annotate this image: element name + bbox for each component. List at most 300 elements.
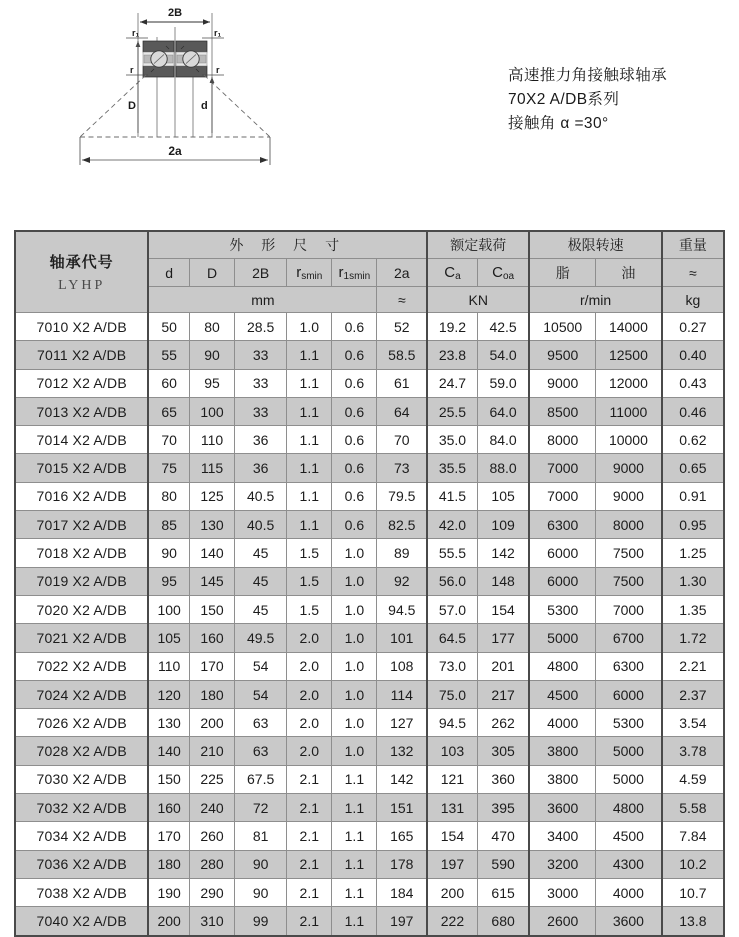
table-cell-r-smin: 2.0	[287, 624, 332, 652]
table-cell-designation: 7016 X2 A/DB	[15, 482, 148, 510]
table-cell-Ca: 200	[427, 878, 477, 906]
table-row	[15, 454, 724, 482]
table-cell-weight: 13.8	[662, 907, 724, 936]
table-cell-D: 290	[189, 878, 234, 906]
header-symbol-r1-smin: $r_{1smin}$	[332, 259, 377, 287]
table-cell-D: 170	[189, 652, 234, 680]
table-cell-designation: 7011 X2 A/DB	[15, 341, 148, 369]
table-cell-d: 180	[148, 850, 189, 878]
table-cell-designation: 7028 X2 A/DB	[15, 737, 148, 765]
table-cell-2a: 108	[377, 652, 427, 680]
header-symbol-weight-approx: ≈	[662, 259, 724, 287]
table-cell-Ca: 23.8	[427, 341, 477, 369]
table-cell-r-smin: 1.5	[287, 539, 332, 567]
table-cell-oil-speed: 12500	[596, 341, 662, 369]
table-cell-r1-smin: 0.6	[332, 341, 377, 369]
table-cell-d: 120	[148, 680, 189, 708]
table-cell-d: 70	[148, 426, 189, 454]
table-cell-2a: 73	[377, 454, 427, 482]
table-cell-D: 80	[189, 313, 234, 341]
table-cell-r-smin: 2.0	[287, 737, 332, 765]
table-row	[15, 680, 724, 708]
table-cell-Coa: 64.0	[477, 397, 529, 425]
table-cell-Coa: 360	[477, 765, 529, 793]
table-cell-grease-speed: 3200	[529, 850, 595, 878]
table-cell-2B: 45	[235, 595, 287, 623]
table-cell-Ca: 41.5	[427, 482, 477, 510]
specification-table-container	[14, 230, 725, 937]
table-cell-r1-smin: 1.0	[332, 539, 377, 567]
table-cell-2a: 178	[377, 850, 427, 878]
table-cell-2B: 90	[235, 850, 287, 878]
table-header-group-row	[15, 231, 724, 259]
table-cell-Ca: 154	[427, 822, 477, 850]
table-cell-weight: 0.40	[662, 341, 724, 369]
table-cell-r1-smin: 1.0	[332, 709, 377, 737]
table-cell-Coa: 142	[477, 539, 529, 567]
table-cell-2a: 197	[377, 907, 427, 936]
table-cell-oil-speed: 11000	[596, 397, 662, 425]
table-cell-2B: 72	[235, 794, 287, 822]
table-cell-r1-smin: 1.0	[332, 624, 377, 652]
table-cell-r-smin: 2.1	[287, 765, 332, 793]
table-cell-d: 95	[148, 567, 189, 595]
table-cell-weight: 0.43	[662, 369, 724, 397]
table-cell-r-smin: 1.1	[287, 511, 332, 539]
header-group-weight: 重量	[662, 231, 724, 259]
table-cell-oil-speed: 10000	[596, 426, 662, 454]
table-cell-grease-speed: 4000	[529, 709, 595, 737]
table-row	[15, 397, 724, 425]
table-cell-r1-smin: 0.6	[332, 369, 377, 397]
header-symbol-D: D	[189, 259, 234, 287]
table-cell-d: 170	[148, 822, 189, 850]
table-cell-grease-speed: 3000	[529, 878, 595, 906]
table-cell-designation: 7020 X2 A/DB	[15, 595, 148, 623]
header-designation-brand: LYHP	[58, 277, 106, 293]
table-cell-2a: 127	[377, 709, 427, 737]
table-cell-r1-smin: 1.1	[332, 878, 377, 906]
table-cell-weight: 0.46	[662, 397, 724, 425]
table-cell-d: 85	[148, 511, 189, 539]
table-cell-Ca: 25.5	[427, 397, 477, 425]
table-row	[15, 341, 724, 369]
table-cell-2a: 61	[377, 369, 427, 397]
table-cell-D: 180	[189, 680, 234, 708]
table-cell-oil-speed: 9000	[596, 454, 662, 482]
table-cell-2a: 165	[377, 822, 427, 850]
header-symbol-d: d	[148, 259, 189, 287]
table-cell-r-smin: 2.1	[287, 850, 332, 878]
table-cell-r-smin: 2.1	[287, 907, 332, 936]
table-cell-designation: 7021 X2 A/DB	[15, 624, 148, 652]
table-cell-Ca: 197	[427, 850, 477, 878]
table-cell-d: 80	[148, 482, 189, 510]
table-cell-Ca: 121	[427, 765, 477, 793]
table-cell-designation: 7038 X2 A/DB	[15, 878, 148, 906]
table-cell-r1-smin: 1.1	[332, 907, 377, 936]
header-symbol-2B: 2B	[235, 259, 287, 287]
header-symbol-oil: 油	[596, 259, 662, 287]
table-cell-Ca: 57.0	[427, 595, 477, 623]
table-cell-designation: 7012 X2 A/DB	[15, 369, 148, 397]
table-cell-r-smin: 1.0	[287, 313, 332, 341]
header-group-limiting-speed: 极限转速	[529, 231, 661, 259]
table-row	[15, 822, 724, 850]
table-cell-designation: 7013 X2 A/DB	[15, 397, 148, 425]
table-cell-D: 145	[189, 567, 234, 595]
table-cell-Ca: 42.0	[427, 511, 477, 539]
label-r1-right: r₁	[214, 28, 222, 38]
table-row	[15, 850, 724, 878]
table-cell-oil-speed: 4800	[596, 794, 662, 822]
table-cell-weight: 0.91	[662, 482, 724, 510]
table-cell-designation: 7032 X2 A/DB	[15, 794, 148, 822]
table-cell-r-smin: 1.1	[287, 454, 332, 482]
header-group-dimensions: 外 形 尺 寸	[148, 231, 427, 259]
table-cell-r-smin: 1.5	[287, 567, 332, 595]
table-cell-r1-smin: 1.1	[332, 794, 377, 822]
table-cell-D: 95	[189, 369, 234, 397]
table-cell-oil-speed: 5000	[596, 765, 662, 793]
table-cell-grease-speed: 9000	[529, 369, 595, 397]
table-cell-oil-speed: 12000	[596, 369, 662, 397]
table-cell-d: 150	[148, 765, 189, 793]
table-cell-Coa: 109	[477, 511, 529, 539]
label-r-left: r	[130, 65, 134, 75]
table-cell-d: 200	[148, 907, 189, 936]
table-cell-grease-speed: 9500	[529, 341, 595, 369]
table-cell-D: 90	[189, 341, 234, 369]
table-cell-r-smin: 1.1	[287, 482, 332, 510]
label-r1-left: r₁	[132, 28, 140, 38]
table-cell-weight: 0.95	[662, 511, 724, 539]
table-cell-grease-speed: 6000	[529, 567, 595, 595]
table-cell-2a: 82.5	[377, 511, 427, 539]
table-row	[15, 624, 724, 652]
table-cell-2B: 90	[235, 878, 287, 906]
table-row	[15, 426, 724, 454]
table-cell-D: 140	[189, 539, 234, 567]
table-cell-Ca: 64.5	[427, 624, 477, 652]
table-cell-2B: 33	[235, 397, 287, 425]
table-row	[15, 878, 724, 906]
table-cell-weight: 1.72	[662, 624, 724, 652]
table-cell-grease-speed: 5300	[529, 595, 595, 623]
table-cell-D: 210	[189, 737, 234, 765]
table-cell-Coa: 615	[477, 878, 529, 906]
table-cell-designation: 7018 X2 A/DB	[15, 539, 148, 567]
table-cell-r1-smin: 0.6	[332, 397, 377, 425]
table-cell-oil-speed: 4000	[596, 878, 662, 906]
product-title-line-2: 70X2 A/DB系列	[508, 91, 620, 108]
table-cell-d: 100	[148, 595, 189, 623]
header-designation-cell	[15, 231, 148, 313]
table-cell-2B: 40.5	[235, 511, 287, 539]
header-unit-mm: mm	[148, 287, 377, 313]
table-cell-designation: 7017 X2 A/DB	[15, 511, 148, 539]
table-cell-weight: 5.58	[662, 794, 724, 822]
table-cell-grease-speed: 7000	[529, 482, 595, 510]
table-cell-2B: 45	[235, 567, 287, 595]
table-cell-2a: 142	[377, 765, 427, 793]
label-2B: 2B	[167, 7, 183, 19]
table-cell-2B: 36	[235, 426, 287, 454]
table-row	[15, 765, 724, 793]
table-cell-designation: 7010 X2 A/DB	[15, 313, 148, 341]
bearing-diagram-area	[0, 0, 739, 215]
table-cell-r-smin: 1.1	[287, 397, 332, 425]
header-unit-rmin: r/min	[529, 287, 661, 313]
table-row	[15, 794, 724, 822]
table-cell-2B: 36	[235, 454, 287, 482]
table-cell-r1-smin: 1.1	[332, 850, 377, 878]
table-cell-Ca: 35.0	[427, 426, 477, 454]
table-cell-oil-speed: 7500	[596, 567, 662, 595]
table-cell-weight: 2.37	[662, 680, 724, 708]
table-cell-designation: 7034 X2 A/DB	[15, 822, 148, 850]
table-cell-Coa: 590	[477, 850, 529, 878]
table-cell-d: 75	[148, 454, 189, 482]
product-title-block	[508, 64, 667, 136]
header-symbol-Coa: $C_{oa}$	[477, 259, 529, 287]
table-cell-Coa: 88.0	[477, 454, 529, 482]
table-cell-grease-speed: 8000	[529, 426, 595, 454]
label-2a: 2a	[168, 144, 182, 158]
table-row	[15, 539, 724, 567]
table-cell-designation: 7015 X2 A/DB	[15, 454, 148, 482]
table-cell-designation: 7026 X2 A/DB	[15, 709, 148, 737]
header-unit-dim-approx: ≈	[377, 287, 427, 313]
table-cell-weight: 7.84	[662, 822, 724, 850]
table-cell-Coa: 59.0	[477, 369, 529, 397]
header-designation-label: 轴承代号	[49, 253, 114, 271]
table-cell-oil-speed: 5300	[596, 709, 662, 737]
table-cell-2a: 92	[377, 567, 427, 595]
table-cell-Coa: 217	[477, 680, 529, 708]
table-cell-D: 150	[189, 595, 234, 623]
table-cell-oil-speed: 6300	[596, 652, 662, 680]
table-cell-2B: 54	[235, 680, 287, 708]
table-cell-Coa: 395	[477, 794, 529, 822]
table-cell-2a: 79.5	[377, 482, 427, 510]
table-cell-grease-speed: 4800	[529, 652, 595, 680]
table-cell-r1-smin: 1.1	[332, 822, 377, 850]
table-row	[15, 567, 724, 595]
table-cell-d: 65	[148, 397, 189, 425]
table-cell-Ca: 55.5	[427, 539, 477, 567]
table-cell-weight: 1.25	[662, 539, 724, 567]
table-cell-grease-speed: 6000	[529, 539, 595, 567]
header-group-load-rating: 额定载荷	[427, 231, 529, 259]
header-symbol-r-smin: $r_{smin}$	[287, 259, 332, 287]
table-cell-D: 200	[189, 709, 234, 737]
table-cell-r-smin: 2.0	[287, 709, 332, 737]
table-cell-weight: 1.30	[662, 567, 724, 595]
table-body	[15, 313, 724, 936]
table-cell-2a: 101	[377, 624, 427, 652]
product-title-line-1: 高速推力角接触球轴承	[508, 67, 668, 84]
table-cell-weight: 0.27	[662, 313, 724, 341]
table-cell-r-smin: 1.1	[287, 426, 332, 454]
table-cell-Ca: 24.7	[427, 369, 477, 397]
header-unit-kn: KN	[427, 287, 529, 313]
table-cell-grease-speed: 3800	[529, 765, 595, 793]
table-cell-r1-smin: 1.0	[332, 652, 377, 680]
table-cell-oil-speed: 6000	[596, 680, 662, 708]
table-row	[15, 652, 724, 680]
table-cell-weight: 10.2	[662, 850, 724, 878]
table-cell-2a: 64	[377, 397, 427, 425]
table-cell-r1-smin: 0.6	[332, 454, 377, 482]
table-cell-d: 90	[148, 539, 189, 567]
table-cell-Coa: 84.0	[477, 426, 529, 454]
table-cell-D: 100	[189, 397, 234, 425]
table-cell-Coa: 177	[477, 624, 529, 652]
table-cell-r1-smin: 1.0	[332, 737, 377, 765]
table-cell-oil-speed: 9000	[596, 482, 662, 510]
table-cell-d: 105	[148, 624, 189, 652]
table-cell-D: 310	[189, 907, 234, 936]
table-cell-d: 50	[148, 313, 189, 341]
table-cell-oil-speed: 7000	[596, 595, 662, 623]
table-cell-designation: 7036 X2 A/DB	[15, 850, 148, 878]
table-cell-oil-speed: 5000	[596, 737, 662, 765]
table-cell-r1-smin: 0.6	[332, 511, 377, 539]
table-cell-Ca: 103	[427, 737, 477, 765]
table-row	[15, 511, 724, 539]
table-cell-designation: 7024 X2 A/DB	[15, 680, 148, 708]
table-cell-designation: 7040 X2 A/DB	[15, 907, 148, 936]
table-cell-Ca: 19.2	[427, 313, 477, 341]
table-row	[15, 709, 724, 737]
table-cell-2B: 54	[235, 652, 287, 680]
table-cell-weight: 3.54	[662, 709, 724, 737]
table-cell-Coa: 470	[477, 822, 529, 850]
table-cell-2a: 114	[377, 680, 427, 708]
table-cell-Ca: 56.0	[427, 567, 477, 595]
table-row	[15, 482, 724, 510]
table-cell-Coa: 680	[477, 907, 529, 936]
table-cell-2a: 132	[377, 737, 427, 765]
header-symbol-Ca: $C_a$	[427, 259, 477, 287]
table-cell-2B: 63	[235, 737, 287, 765]
table-cell-Coa: 305	[477, 737, 529, 765]
table-cell-grease-speed: 4500	[529, 680, 595, 708]
table-cell-r-smin: 2.1	[287, 822, 332, 850]
table-cell-weight: 10.7	[662, 878, 724, 906]
table-cell-Coa: 42.5	[477, 313, 529, 341]
table-cell-d: 60	[148, 369, 189, 397]
table-cell-Ca: 94.5	[427, 709, 477, 737]
table-cell-grease-speed: 5000	[529, 624, 595, 652]
table-cell-2a: 70	[377, 426, 427, 454]
table-cell-oil-speed: 3600	[596, 907, 662, 936]
label-r-right: r	[216, 65, 220, 75]
table-cell-2B: 28.5	[235, 313, 287, 341]
table-cell-d: 140	[148, 737, 189, 765]
table-cell-oil-speed: 8000	[596, 511, 662, 539]
table-cell-r-smin: 2.1	[287, 794, 332, 822]
table-cell-r-smin: 2.0	[287, 652, 332, 680]
table-cell-oil-speed: 4500	[596, 822, 662, 850]
table-cell-Coa: 54.0	[477, 341, 529, 369]
label-d: d	[201, 100, 208, 112]
table-cell-d: 190	[148, 878, 189, 906]
table-cell-r1-smin: 0.6	[332, 482, 377, 510]
table-row	[15, 737, 724, 765]
table-cell-2a: 58.5	[377, 341, 427, 369]
table-cell-weight: 0.62	[662, 426, 724, 454]
table-cell-d: 160	[148, 794, 189, 822]
table-cell-weight: 4.59	[662, 765, 724, 793]
table-cell-2B: 33	[235, 369, 287, 397]
table-cell-2a: 151	[377, 794, 427, 822]
table-cell-weight: 0.65	[662, 454, 724, 482]
table-cell-grease-speed: 3400	[529, 822, 595, 850]
table-cell-Coa: 154	[477, 595, 529, 623]
table-cell-Coa: 201	[477, 652, 529, 680]
table-cell-2B: 81	[235, 822, 287, 850]
table-cell-2B: 99	[235, 907, 287, 936]
table-cell-r1-smin: 1.0	[332, 595, 377, 623]
table-cell-2a: 89	[377, 539, 427, 567]
table-cell-d: 55	[148, 341, 189, 369]
table-cell-r-smin: 2.0	[287, 680, 332, 708]
table-cell-Ca: 35.5	[427, 454, 477, 482]
table-row	[15, 369, 724, 397]
table-cell-weight: 2.21	[662, 652, 724, 680]
table-cell-2B: 33	[235, 341, 287, 369]
table-cell-oil-speed: 4300	[596, 850, 662, 878]
table-cell-oil-speed: 6700	[596, 624, 662, 652]
table-cell-grease-speed: 10500	[529, 313, 595, 341]
table-row	[15, 907, 724, 936]
table-cell-grease-speed: 3600	[529, 794, 595, 822]
table-cell-r-smin: 1.1	[287, 341, 332, 369]
label-D: D	[128, 100, 136, 112]
table-cell-designation: 7014 X2 A/DB	[15, 426, 148, 454]
table-cell-grease-speed: 8500	[529, 397, 595, 425]
table-cell-weight: 1.35	[662, 595, 724, 623]
product-title-line-3: 接触角 α =30°	[508, 115, 609, 132]
table-cell-grease-speed: 7000	[529, 454, 595, 482]
table-cell-grease-speed: 6300	[529, 511, 595, 539]
table-cell-r1-smin: 0.6	[332, 426, 377, 454]
bearing-cross-section-drawing	[60, 5, 290, 175]
table-cell-2B: 49.5	[235, 624, 287, 652]
table-cell-oil-speed: 7500	[596, 539, 662, 567]
header-symbol-2a: 2a	[377, 259, 427, 287]
table-cell-oil-speed: 14000	[596, 313, 662, 341]
table-row	[15, 595, 724, 623]
table-cell-d: 110	[148, 652, 189, 680]
table-cell-2B: 67.5	[235, 765, 287, 793]
table-cell-designation: 7022 X2 A/DB	[15, 652, 148, 680]
table-cell-Ca: 131	[427, 794, 477, 822]
table-cell-grease-speed: 3800	[529, 737, 595, 765]
table-cell-weight: 3.78	[662, 737, 724, 765]
table-cell-2B: 45	[235, 539, 287, 567]
table-row	[15, 313, 724, 341]
table-cell-Coa: 105	[477, 482, 529, 510]
table-cell-D: 130	[189, 511, 234, 539]
table-cell-r1-smin: 0.6	[332, 313, 377, 341]
table-cell-D: 110	[189, 426, 234, 454]
table-cell-D: 240	[189, 794, 234, 822]
table-cell-D: 115	[189, 454, 234, 482]
table-cell-Ca: 73.0	[427, 652, 477, 680]
